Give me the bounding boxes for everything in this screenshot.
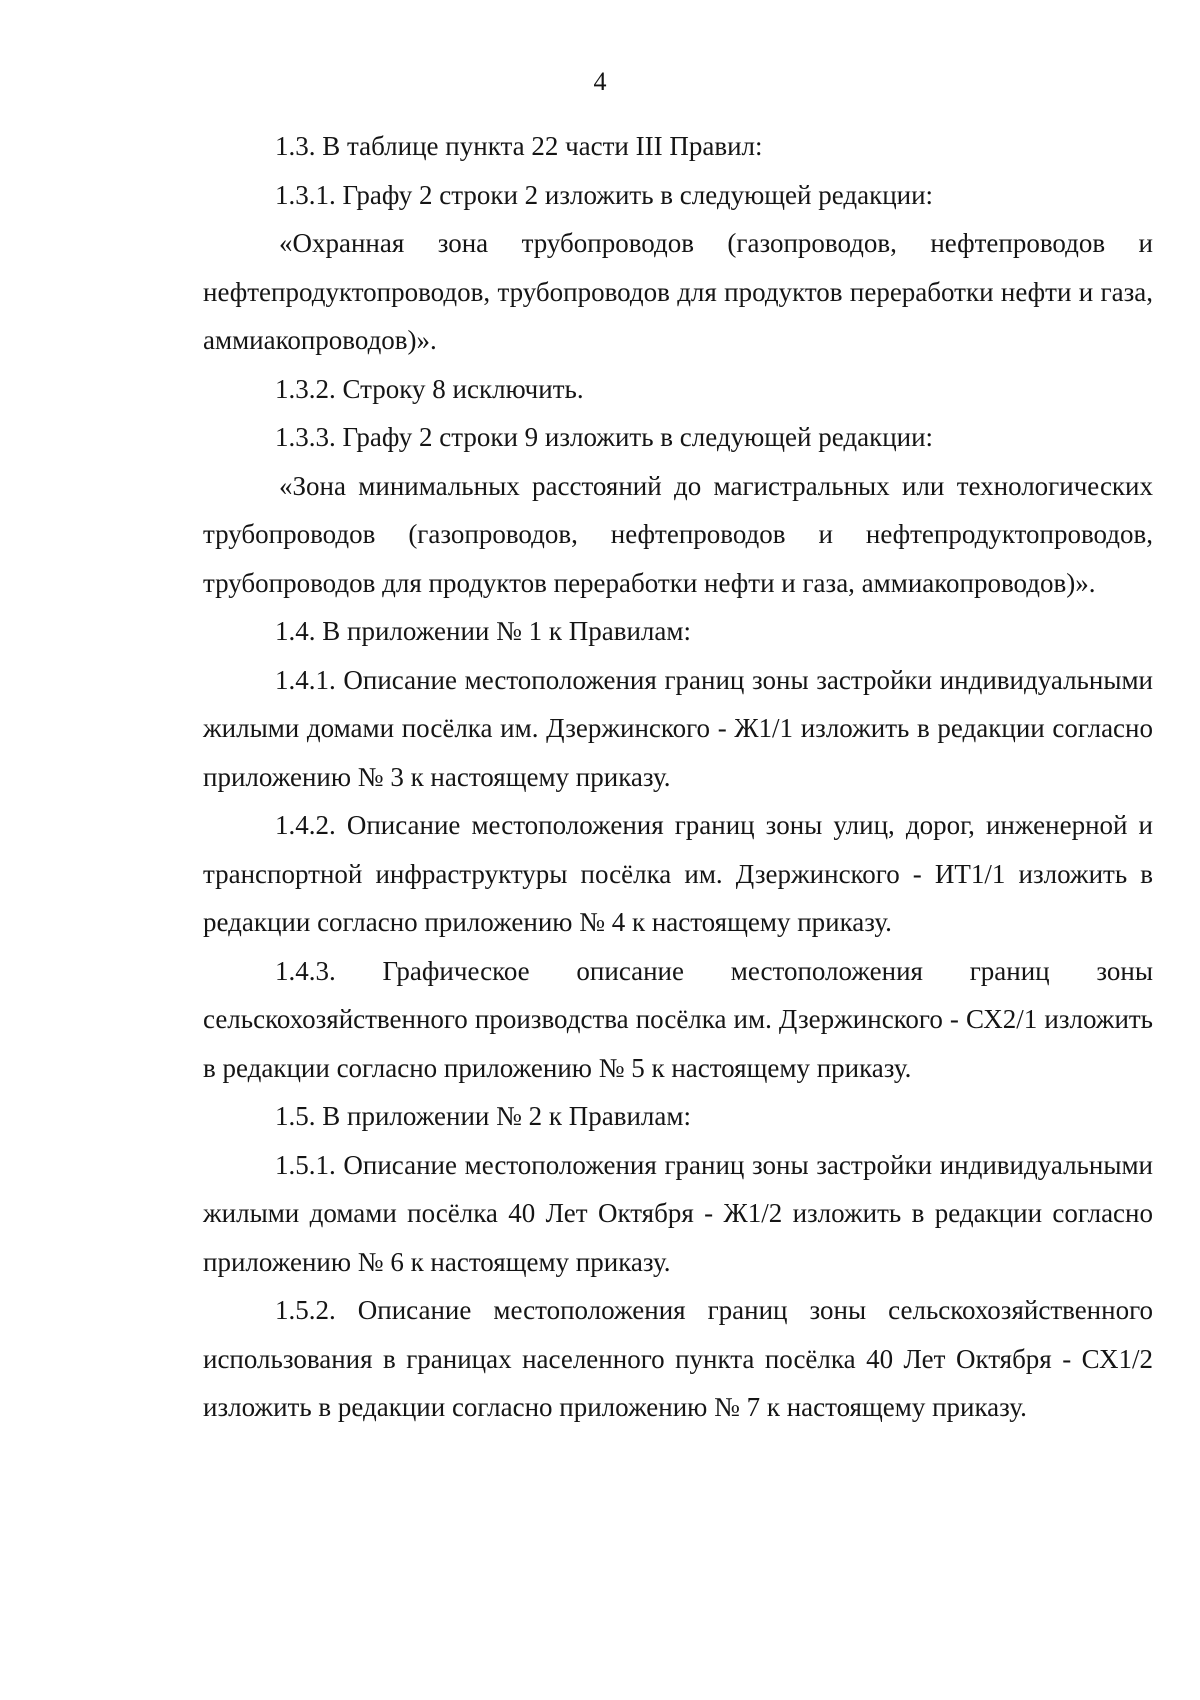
page-number: 4 (593, 67, 607, 96)
paragraph-1-5: 1.5. В приложении № 2 к Правилам: (275, 1101, 691, 1131)
paragraph-1-3-2: 1.3.2. Строку 8 исключить. (275, 373, 584, 404)
quote-1-3-1: «Охранная зона трубопроводов (газопроводов, нефтепроводов и нефтепродуктопроводов, трубопроводов для продуктов переработки нефти и газа, аммиакопроводов)». (203, 228, 1153, 355)
paragraph-1-4: 1.4. В приложении № 1 к Правилам: (275, 616, 691, 646)
paragraph-1-4-1: 1.4.1. Описание местоположения границ зоны застройки индивидуальными жилыми домами посёлка им. Дзержинского - Ж1/1 изложить в редакции согласно приложению № 3 к настоящему приказу. (203, 664, 1153, 792)
paragraph-1-3-1: 1.3.1. Графу 2 строки 2 изложить в следующей редакции: (275, 179, 934, 210)
paragraph-1-5-2: 1.5.2. Описание местоположения границ зоны сельскохозяйственного использования в границах населенного пункта посёлка 40 Лет Октября - СХ1/2 изложить в редакции согласно приложению № 7 к настоящему приказу. (203, 1295, 1153, 1422)
paragraph-1-4-2: 1.4.2. Описание местоположения границ зоны улиц, дорог, инженерной и транспортной инфраструктуры посёлка им. Дзержинского - ИТ1/1 изложить в редакции согласно приложению № 4 к настоящему приказу. (203, 810, 1153, 937)
paragraph-1-3: 1.3. В таблице пункта 22 части III Правил: (275, 131, 763, 161)
paragraph-1-3-3: 1.3.3. Графу 2 строки 9 изложить в следующей редакции: (275, 422, 934, 452)
quote-1-3-3: «Зона минимальных расстояний до магистральных или технологических трубопроводов (газопроводов, нефтепроводов и нефтепродуктопроводов, трубопроводов для продуктов переработки нефти и газа, аммиакопроводов)». (203, 470, 1153, 598)
document-body (203, 122, 1153, 1432)
paragraph-1-5-1: 1.5.1. Описание местоположения границ зоны застройки индивидуальными жилыми домами посёлка 40 Лет Октября - Ж1/2 изложить в редакции согласно приложению № 6 к настоящему приказу. (203, 1149, 1153, 1277)
paragraph-1-4-3: 1.4.3. Графическое описание местоположения границ зоны сельскохозяйственного производства посёлка им. Дзержинского - СХ2/1 изложить в редакции согласно приложению № 5 к настоящему приказу. (203, 955, 1153, 1083)
